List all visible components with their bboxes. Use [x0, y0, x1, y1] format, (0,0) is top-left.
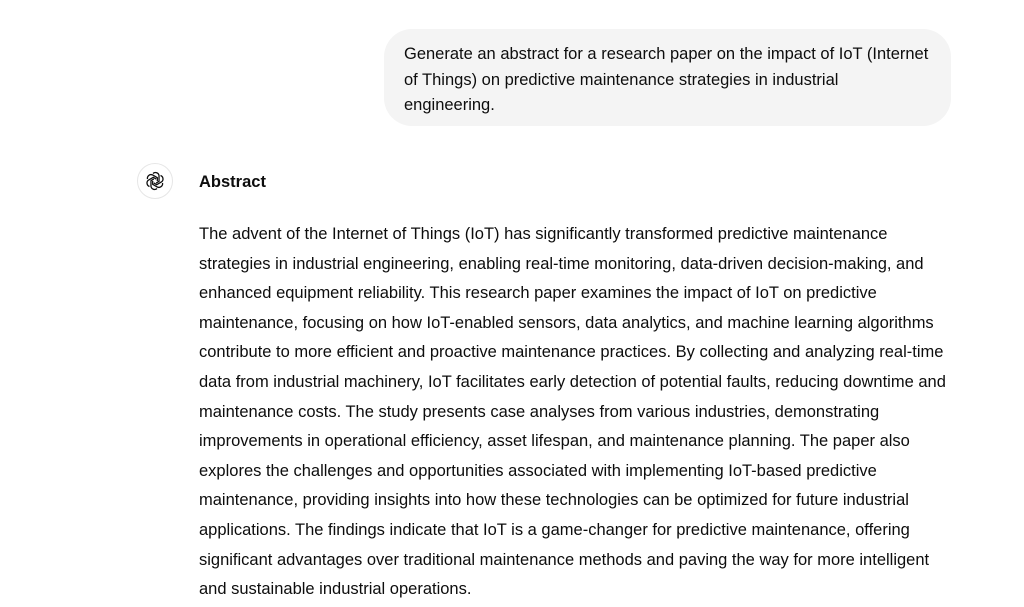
- abstract-body: The advent of the Internet of Things (IoT) has significantly transformed predictive maintenance strategies in industrial engineering, enabling real-time monitoring, data-driven decision-making, and enhanced equipment reliability. This research paper examines the impact of IoT on predictive maintenance, focusing on how IoT-enabled sensors, data analytics, and machine learning algorithms contribute to more efficient and proactive maintenance practices. By collecting and analyzing real-time data from industrial machinery, IoT facilitates early detection of potential faults, reducing downtime and maintenance costs. The study presents case analyses from various industries, demonstrating improvements in operational efficiency, asset lifespan, and maintenance planning. The paper also explores the challenges and opportunities associated with implementing IoT-based predictive maintenance, providing insights into how these technologies can be optimized for future industrial applications. The findings indicate that IoT is a game-changer for predictive maintenance, offering significant advantages over traditional maintenance methods and paving the way for more intelligent and sustainable industrial operations.: [199, 225, 946, 599]
- assistant-message: [199, 168, 959, 605]
- openai-logo-icon: [144, 170, 166, 192]
- user-message-text: Generate an abstract for a research paper on the impact of IoT (Internet of Things) on predictive maintenance strategies in industrial engineering.: [404, 45, 929, 114]
- abstract-heading: Abstract: [199, 173, 266, 191]
- user-message-bubble: [384, 29, 951, 126]
- assistant-avatar: [137, 163, 173, 199]
